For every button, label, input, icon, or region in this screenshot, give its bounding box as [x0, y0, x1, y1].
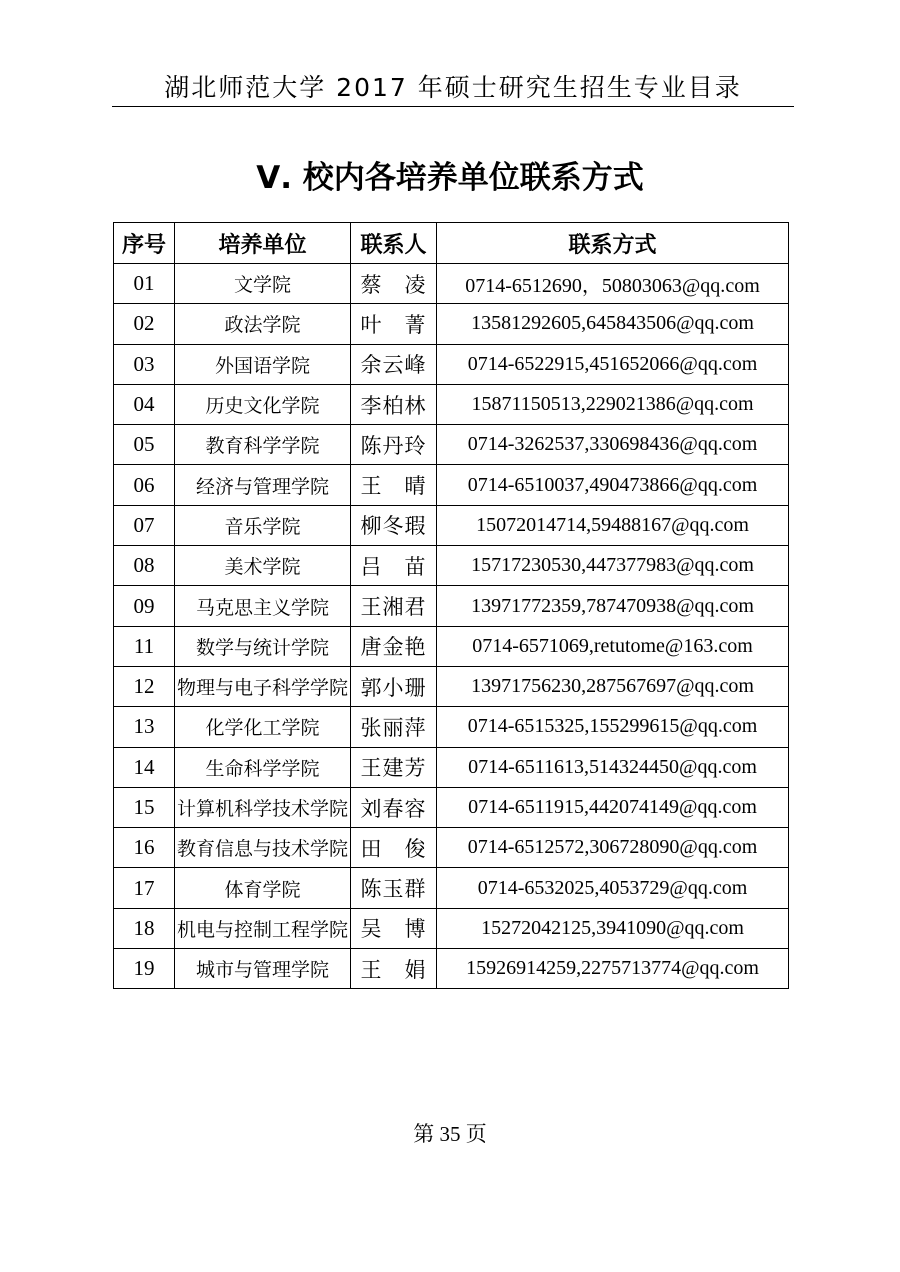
- row-unit: 机电与控制工程学院: [175, 908, 351, 948]
- row-unit: 马克思主义学院: [175, 586, 351, 626]
- row-seq: 11: [114, 626, 175, 666]
- row-seq: 02: [114, 304, 175, 344]
- row-seq: 15: [114, 787, 175, 827]
- row-contact-info: 0714-3262537,330698436@qq.com: [437, 425, 789, 465]
- page-number: 第 35 页: [413, 1122, 487, 1146]
- row-unit: 生命科学学院: [175, 747, 351, 787]
- row-unit: 政法学院: [175, 304, 351, 344]
- row-contact-person: 王 娟: [351, 949, 437, 989]
- row-unit: 美术学院: [175, 546, 351, 586]
- row-seq: 03: [114, 344, 175, 384]
- row-contact-person: 田 俊: [351, 828, 437, 868]
- row-unit: 城市与管理学院: [175, 949, 351, 989]
- header-seq: 序号: [114, 223, 175, 264]
- row-contact-info: 15926914259,2275713774@qq.com: [437, 949, 789, 989]
- running-header: 湖北师范大学 2017 年硕士研究生招生专业目录: [164, 73, 742, 102]
- row-contact-info: 0714-6511613,514324450@qq.com: [437, 747, 789, 787]
- row-contact-person: 叶 菁: [351, 304, 437, 344]
- table-row: [114, 949, 789, 989]
- row-contact-person: 蔡 凌: [351, 264, 437, 304]
- table-row: [114, 747, 789, 787]
- row-seq: 06: [114, 465, 175, 505]
- row-contact-info: 0714-6515325,155299615@qq.com: [437, 707, 789, 747]
- row-seq: 08: [114, 546, 175, 586]
- table-row: [114, 707, 789, 747]
- contacts-table: [113, 222, 789, 989]
- row-seq: 17: [114, 868, 175, 908]
- row-contact-info: 15717230530,447377983@qq.com: [437, 546, 789, 586]
- row-contact-person: 郭小珊: [351, 666, 437, 706]
- row-contact-info: 0714-6512572,306728090@qq.com: [437, 828, 789, 868]
- row-contact-person: 吴 博: [351, 908, 437, 948]
- header-contact-info: 联系方式: [437, 223, 789, 264]
- row-unit: 化学化工学院: [175, 707, 351, 747]
- row-unit: 数学与统计学院: [175, 626, 351, 666]
- header-rule: [112, 106, 794, 107]
- row-contact-person: 唐金艳: [351, 626, 437, 666]
- row-unit: 体育学院: [175, 868, 351, 908]
- row-seq: 04: [114, 384, 175, 424]
- row-seq: 16: [114, 828, 175, 868]
- row-contact-person: 刘春容: [351, 787, 437, 827]
- table-row: [114, 465, 789, 505]
- row-unit: 音乐学院: [175, 505, 351, 545]
- row-contact-info: 0714-6512690，50803063@qq.com: [437, 264, 789, 304]
- row-seq: 09: [114, 586, 175, 626]
- row-seq: 14: [114, 747, 175, 787]
- row-contact-info: 13971772359,787470938@qq.com: [437, 586, 789, 626]
- table-row: [114, 586, 789, 626]
- table-row: [114, 384, 789, 424]
- section-title: Ⅴ. 校内各培养单位联系方式: [256, 160, 644, 196]
- row-contact-person: 陈丹玲: [351, 425, 437, 465]
- table-header-row: [114, 223, 789, 264]
- table-row: [114, 425, 789, 465]
- row-unit: 计算机科学技术学院: [175, 787, 351, 827]
- row-unit: 外国语学院: [175, 344, 351, 384]
- table-row: [114, 264, 789, 304]
- row-seq: 19: [114, 949, 175, 989]
- table-row: [114, 344, 789, 384]
- row-contact-person: 王湘君: [351, 586, 437, 626]
- row-contact-info: 0714-6511915,442074149@qq.com: [437, 787, 789, 827]
- table-row: [114, 666, 789, 706]
- row-contact-person: 王 晴: [351, 465, 437, 505]
- row-unit: 历史文化学院: [175, 384, 351, 424]
- table-row: [114, 868, 789, 908]
- row-contact-info: 0714-6510037,490473866@qq.com: [437, 465, 789, 505]
- row-contact-person: 王建芳: [351, 747, 437, 787]
- row-unit: 教育科学学院: [175, 425, 351, 465]
- row-contact-info: 15272042125,3941090@qq.com: [437, 908, 789, 948]
- row-seq: 01: [114, 264, 175, 304]
- table-row: [114, 505, 789, 545]
- row-seq: 18: [114, 908, 175, 948]
- table-row: [114, 626, 789, 666]
- table-row: [114, 908, 789, 948]
- table-row: [114, 304, 789, 344]
- row-contact-person: 张丽萍: [351, 707, 437, 747]
- table-row: [114, 787, 789, 827]
- row-contact-info: 15871150513,229021386@qq.com: [437, 384, 789, 424]
- row-seq: 05: [114, 425, 175, 465]
- row-unit: 物理与电子科学学院: [175, 666, 351, 706]
- row-contact-person: 李柏林: [351, 384, 437, 424]
- table-row: [114, 546, 789, 586]
- header-contact-person: 联系人: [351, 223, 437, 264]
- row-unit: 教育信息与技术学院: [175, 828, 351, 868]
- header-unit: 培养单位: [175, 223, 351, 264]
- row-contact-person: 陈玉群: [351, 868, 437, 908]
- row-contact-person: 吕 苗: [351, 546, 437, 586]
- row-contact-info: 0714-6522915,451652066@qq.com: [437, 344, 789, 384]
- row-contact-info: 13971756230,287567697@qq.com: [437, 666, 789, 706]
- row-seq: 13: [114, 707, 175, 747]
- row-contact-info: 13581292605,645843506@qq.com: [437, 304, 789, 344]
- row-unit: 经济与管理学院: [175, 465, 351, 505]
- row-contact-info: 0714-6532025,4053729@qq.com: [437, 868, 789, 908]
- row-contact-info: 15072014714,59488167@qq.com: [437, 505, 789, 545]
- row-contact-info: 0714-6571069,retutome@163.com: [437, 626, 789, 666]
- table-row: [114, 828, 789, 868]
- row-contact-person: 柳冬瑕: [351, 505, 437, 545]
- row-seq: 07: [114, 505, 175, 545]
- row-contact-person: 余云峰: [351, 344, 437, 384]
- row-unit: 文学院: [175, 264, 351, 304]
- row-seq: 12: [114, 666, 175, 706]
